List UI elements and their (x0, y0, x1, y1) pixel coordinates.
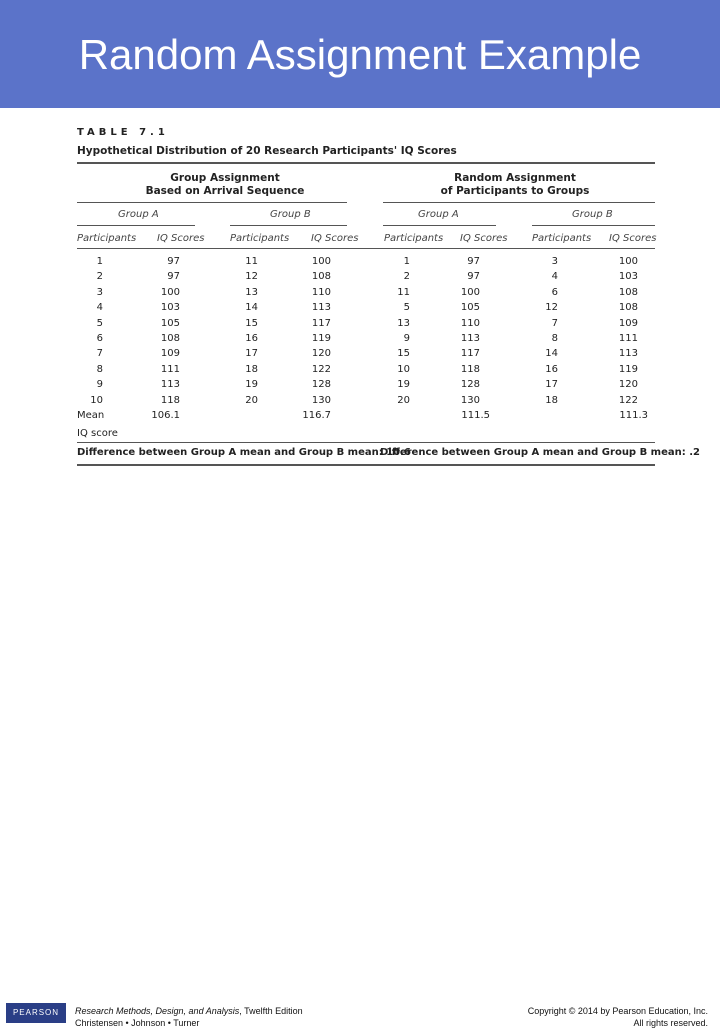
cell-right-b-iq: 100 (618, 256, 638, 267)
cell-right-b-iq: 120 (618, 379, 638, 391)
cell-left-a-iq: 100 (160, 286, 180, 298)
left-group-b-label: Group B (270, 209, 311, 220)
cell-right-b-participant: 6 (551, 286, 558, 298)
footer-book-title: Research Methods, Design, and Analysis (75, 1006, 240, 1016)
mean-label-line2: IQ score (77, 428, 118, 439)
cell-left-b-iq: 119 (311, 333, 331, 344)
cell-left-a-iq: 113 (160, 379, 180, 391)
cell-left-a-iq: 105 (160, 317, 180, 329)
cell-left-a-participant: 8 (96, 363, 103, 375)
cell-left-a-participant: 7 (96, 348, 103, 360)
cell-right-b-iq: 111 (618, 333, 638, 344)
cell-left-b-iq: 100 (311, 256, 331, 267)
mean-right-b: 111.3 (619, 410, 648, 421)
mean-right-a: 111.5 (461, 410, 490, 421)
cell-right-a-participant: 10 (397, 363, 410, 375)
col-participants-la: Participants (77, 233, 137, 244)
cell-right-b-iq: 103 (618, 271, 638, 283)
cell-left-a-iq: 111 (160, 363, 180, 375)
cell-left-b-participant: 20 (245, 394, 258, 406)
right-group-a-label: Group A (418, 209, 459, 220)
cell-left-a-participant: 1 (96, 256, 103, 267)
cell-left-b-iq: 130 (311, 394, 331, 406)
col-participants-rb: Participants (532, 233, 592, 244)
left-heading-rule (77, 202, 347, 203)
cell-left-b-participant: 18 (245, 363, 258, 375)
cell-left-b-participant: 14 (245, 302, 258, 314)
cell-left-a-participant: 5 (96, 317, 103, 329)
cell-right-a-participant: 19 (397, 379, 410, 391)
footer-authors: Christensen • Johnson • Turner (75, 1018, 200, 1028)
cell-right-b-participant: 7 (551, 317, 558, 329)
right-heading-rule (383, 202, 655, 203)
cell-right-b-participant: 14 (545, 348, 558, 360)
cell-left-b-iq: 120 (311, 348, 331, 360)
cell-right-b-iq: 108 (618, 302, 638, 314)
mean-label: Mean (77, 410, 105, 421)
col-iq-la: IQ Scores (157, 233, 205, 244)
footer-book (75, 1005, 303, 1017)
cell-left-b-participant: 15 (245, 317, 258, 329)
cell-left-a-iq: 109 (160, 348, 180, 360)
rule-left-a (77, 225, 195, 226)
bottom-rule (77, 464, 655, 466)
right-group-b-label: Group B (572, 209, 613, 220)
cell-left-a-iq: 97 (167, 271, 180, 283)
col-iq-lb: IQ Scores (311, 233, 359, 244)
col-iq-rb: IQ Scores (609, 233, 657, 244)
top-rule (77, 162, 655, 164)
left-heading-line1: Group Assignment (170, 172, 280, 184)
cell-right-a-iq: 128 (460, 379, 480, 391)
cell-left-a-iq: 108 (160, 333, 180, 344)
cell-right-a-iq: 118 (460, 363, 480, 375)
col-participants-ra: Participants (384, 233, 444, 244)
cell-right-b-iq: 119 (618, 363, 638, 375)
cell-right-a-participant: 15 (397, 348, 410, 360)
slide-title: Random Assignment Example (78, 31, 642, 78)
cell-right-a-iq: 97 (467, 256, 480, 267)
left-heading-line2: Based on Arrival Sequence (145, 185, 305, 197)
cell-left-a-iq: 97 (167, 256, 180, 267)
iq-table (0, 0, 720, 490)
cell-left-a-participant: 9 (96, 379, 103, 391)
column-rule (77, 248, 655, 249)
cell-right-a-iq: 113 (460, 333, 480, 344)
cell-left-b-iq: 128 (311, 379, 331, 391)
col-participants-lb: Participants (230, 233, 290, 244)
cell-right-a-participant: 13 (397, 317, 410, 329)
cell-left-b-participant: 13 (245, 286, 258, 298)
mean-left-b: 116.7 (302, 410, 331, 421)
slide-footer (0, 498, 720, 1028)
cell-right-b-participant: 18 (545, 394, 558, 406)
cell-right-a-participant: 2 (403, 271, 410, 283)
right-heading-line2: of Participants to Groups (440, 185, 590, 197)
cell-left-b-participant: 16 (245, 333, 258, 344)
cell-right-b-iq: 109 (618, 317, 638, 329)
rule-right-b (532, 225, 655, 226)
cell-right-b-participant: 12 (545, 302, 558, 314)
left-difference: Difference between Group A mean and Group B mean: 10.6 (77, 447, 411, 458)
cell-left-b-participant: 11 (245, 256, 258, 267)
cell-right-a-iq: 97 (467, 271, 480, 283)
cell-left-b-iq: 122 (311, 363, 331, 375)
cell-left-b-iq: 110 (311, 286, 331, 298)
footer-rights: All rights reserved. (633, 1018, 708, 1028)
table-number: TABLE 7.1 (77, 127, 169, 138)
cell-right-b-participant: 16 (545, 363, 558, 375)
col-iq-ra: IQ Scores (460, 233, 508, 244)
right-difference: Difference between Group A mean and Group B mean: .2 (380, 447, 700, 458)
difference-rule (77, 442, 655, 443)
footer-edition: , Twelfth Edition (239, 1006, 303, 1016)
cell-left-b-participant: 12 (245, 271, 258, 283)
left-group-a-label: Group A (118, 209, 159, 220)
cell-right-b-iq: 122 (618, 394, 638, 406)
pearson-logo: PEARSON (6, 1003, 66, 1023)
cell-right-a-participant: 1 (403, 256, 410, 267)
cell-right-a-participant: 5 (403, 302, 410, 314)
cell-left-a-participant: 3 (96, 286, 103, 298)
cell-left-b-iq: 113 (311, 302, 331, 314)
cell-left-b-iq: 108 (311, 271, 331, 283)
rule-right-a (383, 225, 496, 226)
cell-right-b-iq: 108 (618, 286, 638, 298)
table-caption: Hypothetical Distribution of 20 Research Participants' IQ Scores (77, 145, 457, 157)
cell-left-a-participant: 2 (96, 271, 103, 283)
cell-right-a-participant: 20 (397, 394, 410, 406)
cell-right-a-participant: 9 (403, 333, 410, 344)
cell-right-b-participant: 3 (551, 256, 558, 267)
cell-left-a-participant: 6 (96, 333, 103, 344)
right-heading-line1: Random Assignment (454, 172, 576, 184)
footer-copyright: Copyright © 2014 by Pearson Education, Inc. (527, 1006, 708, 1016)
cell-left-b-iq: 117 (311, 317, 331, 329)
mean-left-a: 106.1 (151, 410, 180, 421)
rule-left-b (230, 225, 347, 226)
cell-right-b-participant: 4 (551, 271, 558, 283)
cell-left-a-participant: 10 (90, 394, 103, 406)
cell-right-b-participant: 17 (545, 379, 558, 391)
cell-right-a-iq: 130 (460, 394, 480, 406)
cell-left-b-participant: 17 (245, 348, 258, 360)
cell-right-a-iq: 117 (460, 348, 480, 360)
cell-right-a-participant: 11 (397, 286, 410, 298)
cell-right-a-iq: 100 (460, 286, 480, 298)
cell-left-b-participant: 19 (245, 379, 258, 391)
cell-right-b-participant: 8 (551, 333, 558, 344)
cell-right-a-iq: 105 (460, 302, 480, 314)
cell-left-a-iq: 103 (160, 302, 180, 314)
cell-right-b-iq: 113 (618, 348, 638, 360)
cell-left-a-participant: 4 (96, 302, 103, 314)
cell-left-a-iq: 118 (160, 394, 180, 406)
cell-right-a-iq: 110 (460, 317, 480, 329)
